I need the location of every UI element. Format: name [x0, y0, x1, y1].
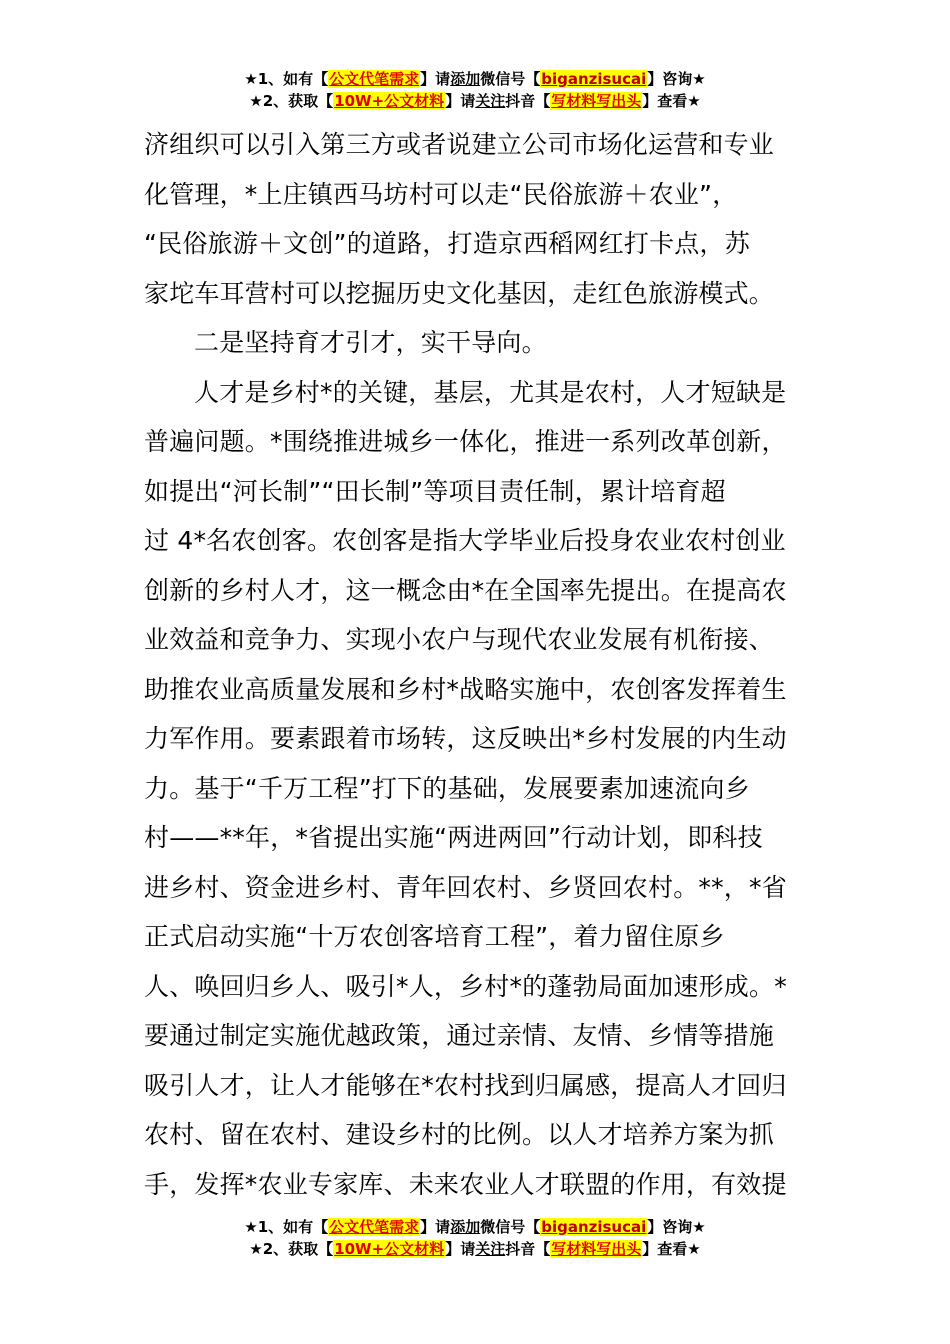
footer-banner	[0, 1216, 950, 1260]
banner-line-2	[0, 90, 950, 112]
body-line: 农村、留在农村、建设乡村的比例。以人才培养方案为抓	[144, 1120, 775, 1149]
banner-text: 】咨询★	[647, 1218, 706, 1236]
banner-text: ★1、如有【	[244, 70, 329, 88]
body-line: 正式启动实施“十万农创客培育工程”，着力留住原乡	[144, 922, 725, 951]
body-line: 家坨车耳营村可以挖掘历史文化基因，走红色旅游模式。	[144, 278, 775, 308]
body-line: 手，发挥*农业专家库、未来农业人才联盟的作用，有效提	[144, 1169, 787, 1199]
banner-line-2	[0, 1238, 950, 1260]
banner-emphasis: 添加	[450, 70, 481, 88]
banner-text: 】请	[445, 1240, 476, 1258]
body-line: 助推农业高质量发展和乡村*战略实施中，农创客发挥着生	[144, 674, 787, 704]
body-line: 如提出“河长制”“田长制”等项目责任制，累计培育超	[144, 476, 726, 506]
body-line: 吸引人才，让人才能够在*农村找到归属感，提高人才回归	[144, 1070, 787, 1100]
banner-highlight: 写材料写出头	[551, 1240, 642, 1258]
body-line: 人才是乡村*的关键，基层，尤其是农村，人才短缺是	[194, 377, 787, 407]
banner-highlight: 10W+公文材料	[334, 92, 445, 110]
banner-text: 】查看★	[642, 1240, 701, 1258]
body-line: “民俗旅游＋文创”的道路，打造京西稻网红打卡点，苏	[144, 229, 750, 258]
banner-text: 微信号【	[480, 1218, 541, 1236]
body-line: 创新的乡村人才，这一概念由*在全国率先提出。在提高农	[144, 575, 787, 605]
banner-text: 微信号【	[480, 70, 541, 88]
banner-text: 】查看★	[642, 92, 701, 110]
body-line: 人、唤回归乡人、吸引*人，乡村*的蓬勃局面加速形成。*	[144, 971, 787, 1001]
body-line: 过 4*名农创客。农创客是指大学毕业后投身农业农村创业	[144, 526, 786, 555]
body-line: 业效益和竞争力、实现小农户与现代农业发展有机衔接、	[144, 625, 775, 654]
banner-text: ★2、获取【	[249, 1240, 334, 1258]
body-line: 力。基于“千万工程”打下的基础，发展要素加速流向乡	[144, 773, 750, 803]
banner-highlight: biganzisucai	[541, 70, 647, 88]
section-heading: 二是坚持育才引才，实干导向。	[194, 328, 547, 357]
banner-emphasis: 关注	[475, 92, 506, 110]
body-line: 济组织可以引入第三方或者说建立公司市场化运营和专业	[144, 130, 775, 159]
banner-highlight: 写材料写出头	[551, 92, 642, 110]
banner-text: 抖音【	[505, 92, 551, 110]
body-line: 要通过制定实施优越政策，通过亲情、友情、乡情等措施	[144, 1021, 775, 1050]
banner-highlight: 公文代笔需求	[329, 1218, 420, 1236]
body-line: 力军作用。要素跟着市场转，这反映出*乡村发展的内生动	[144, 724, 787, 753]
banner-text: ★2、获取【	[249, 92, 334, 110]
banner-text: 】咨询★	[647, 70, 706, 88]
banner-text: 抖音【	[505, 1240, 551, 1258]
banner-text: 】请	[445, 92, 476, 110]
body-line: 村——**年，*省提出实施“两进两回”行动计划，即科技	[144, 823, 763, 852]
banner-highlight: 10W+公文材料	[334, 1240, 445, 1258]
banner-text: 】请	[420, 70, 451, 88]
banner-text: 】请	[420, 1218, 451, 1236]
banner-line-1	[0, 1216, 950, 1238]
document-body	[144, 120, 808, 1209]
banner-emphasis: 关注	[475, 1240, 506, 1258]
body-line: 进乡村、资金进乡村、青年回农村、乡贤回农村。**，*省	[144, 872, 787, 902]
banner-highlight: biganzisucai	[541, 1218, 647, 1236]
banner-text: ★1、如有【	[244, 1218, 329, 1236]
body-line: 普遍问题。*围绕推进城乡一体化，推进一系列改革创新，	[144, 427, 787, 456]
banner-line-1	[0, 68, 950, 90]
body-line: 化管理，*上庄镇西马坊村可以走“民俗旅游＋农业”，	[144, 179, 738, 209]
banner-emphasis: 添加	[450, 1218, 481, 1236]
header-banner	[0, 68, 950, 112]
banner-highlight: 公文代笔需求	[329, 70, 420, 88]
